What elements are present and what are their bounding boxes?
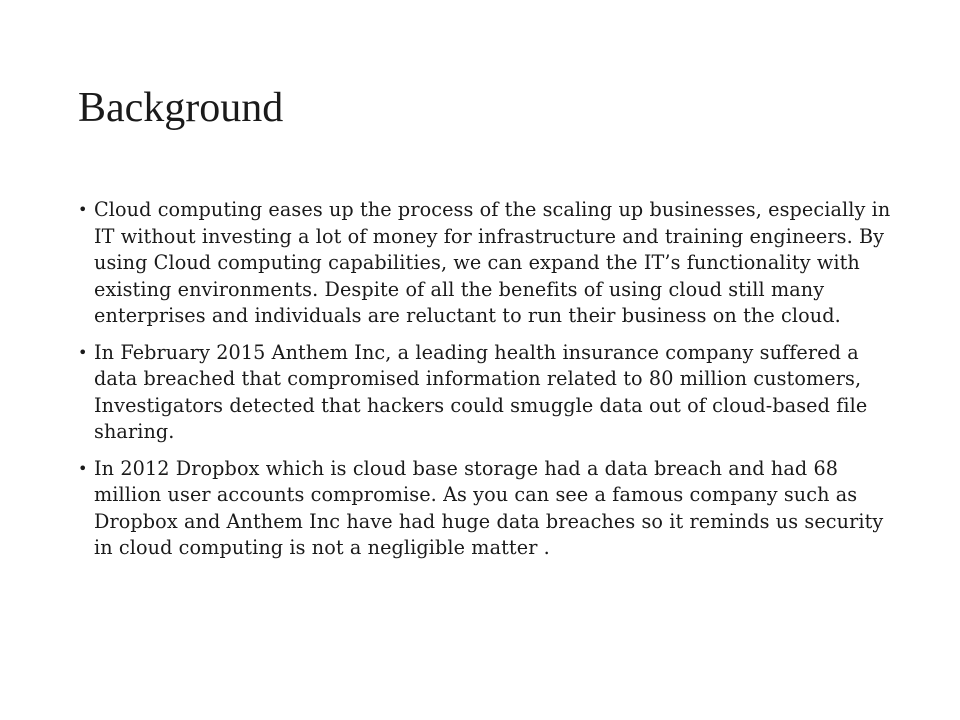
bullet-text: In 2012 Dropbox which is cloud base storage had a data breach and had 68 million user accounts compromise. As you can see a famous company such as Dropbox and Anthem Inc have had huge data breaches so it reminds us security in cloud computing is not a negligible matter . bbox=[94, 456, 884, 559]
bullet-item bbox=[78, 456, 898, 562]
bullet-list bbox=[78, 197, 898, 572]
bullet-item bbox=[78, 197, 898, 330]
bullet-text: In February 2015 Anthem Inc, a leading health insurance company suffered a data breached that compromised information related to 80 million customers, Investigators detected that hackers could smuggle data out of cloud-based file sharing. bbox=[94, 340, 868, 443]
bullet-icon: • bbox=[78, 458, 88, 478]
bullet-item bbox=[78, 340, 898, 446]
slide-title: Background bbox=[78, 85, 284, 131]
bullet-icon: • bbox=[78, 200, 88, 219]
bullet-icon: • bbox=[78, 342, 88, 362]
bullet-text: Cloud computing eases up the process of the scaling up businesses, especially in IT without investing a lot of money for infrastructure and training engineers. By using Cloud computing capabilities, we can expand the IT’s functionality with existing environments. Despite of all the benefits of using cloud still many enterprises and individuals are reluctant to run their business on the cloud. bbox=[94, 198, 891, 327]
